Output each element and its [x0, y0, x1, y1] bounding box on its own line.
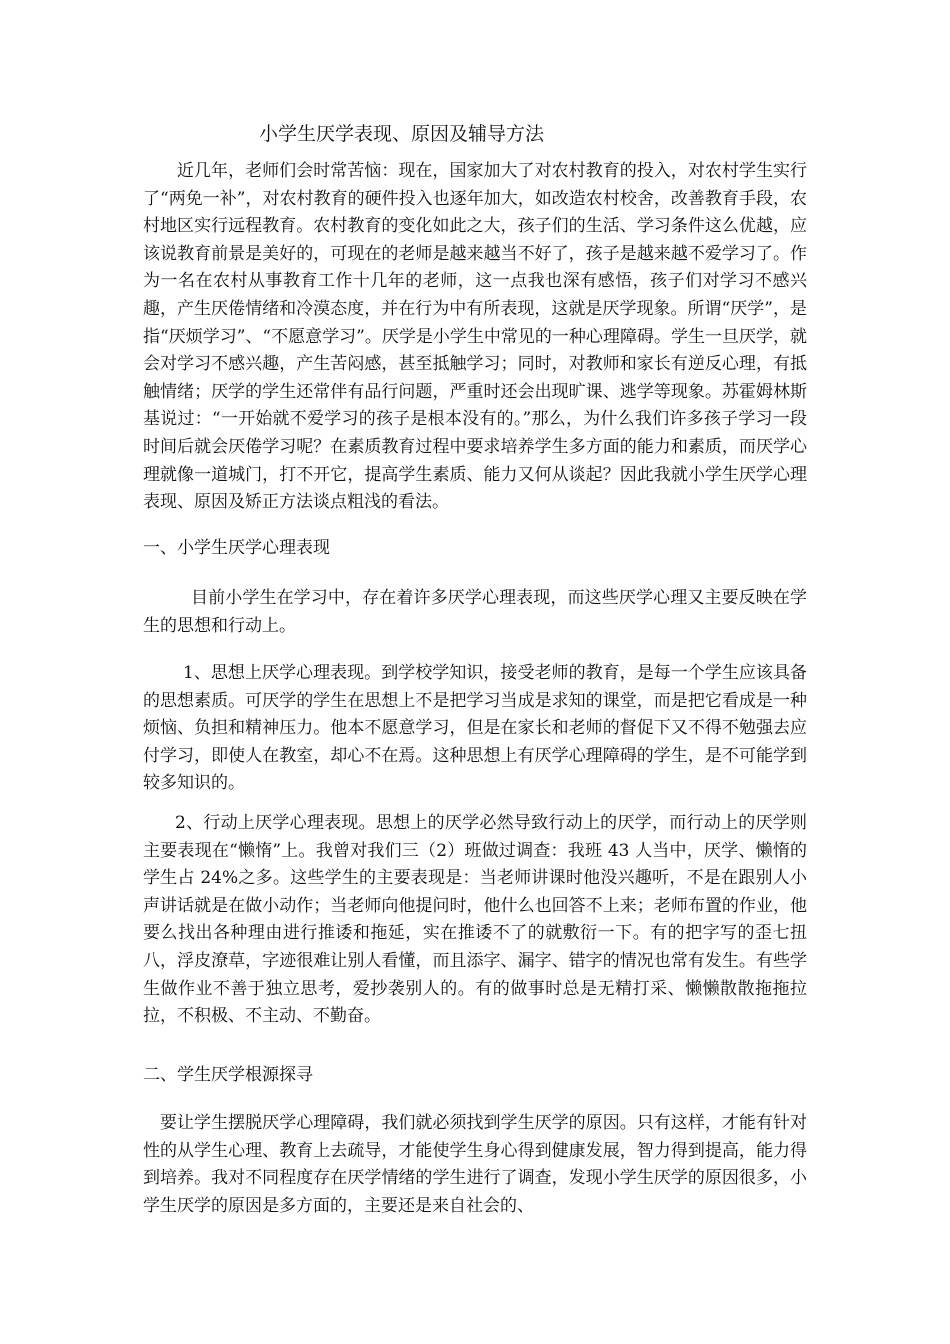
section-1-intro-paragraph: 目前小学生在学习中，存在着许多厌学心理表现，而这些厌学心理又主要反映在学生的思想和行动上。 — [143, 588, 807, 636]
document-title: 小学生厌学表现、原因及辅导方法 — [259, 123, 545, 145]
section-2-intro-paragraph: 要让学生摆脱厌学心理障碍，我们就必须找到学生厌学的原因。只有这样，才能有针对性的从学生心理、教育上去疏导，才能使学生身心得到健康发展，智力得到提高，能力得到培养。我对不同程度存在厌学情绪的学生进行了调查，发现小学生厌学的原因很多，小学生厌学的原因是多方面的，主要还是来自社会的、 — [143, 1113, 807, 1216]
section-1-point-1-paragraph: 1、思想上厌学心理表现。到学校学知识，接受老师的教育，是每一个学生应该具备的思想素质。可厌学的学生在思想上不是把学习当成是求知的课堂，而是把它看成是一种烦恼、负担和精神压力。他本不愿意学习，但是在家长和老师的督促下又不得不勉强去应付学习，即使人在教室，却心不在焉。这种思想上有厌学心理障碍的学生，是不可能学到较多知识的。 — [143, 663, 807, 794]
intro-paragraph: 近几年，老师们会时常苦恼：现在，国家加大了对农村教育的投入，对农村学生实行了“两免一补”，对农村教育的硬件投入也逐年加大，如改造农村校舍，改善教育手段，农村地区实行远程教育。农村教育的变化如此之大，孩子们的生活、学习条件这么优越，应该说教育前景是美好的，可现在的老师是越来越当不好了，孩子是越来越不爱学习了。作为一名在农村从事教育工作十几年的老师，这一点我也深有感悟，孩子们对学习不感兴趣，产生厌倦情绪和冷漠态度，并在行为中有所表现，这就是厌学现象。所谓“厌学”，是指“厌烦学习”、“不愿意学习”。厌学是小学生中常见的一种心理障碍。学生一旦厌学，就会对学习不感兴趣，产生苦闷感，甚至抵触学习；同时，对教师和家长有逆反心理，有抵触情绪；厌学的学生还常伴有品行问题，严重时还会出现旷课、逃学等现象。苏霍姆林斯基说过：“一开始就不爱学习的孩子是根本没有的。”那么，为什么我们许多孩子学习一段时间后就会厌倦学习呢？在素质教育过程中要求培养学生多方面的能力和素质，而厌学心理就像一道城门，打不开它，提高学生素质、能力又何从谈起？因此我就小学生厌学心理表现、原因及矫正方法谈点粗浅的看法。 — [143, 161, 807, 513]
section-1-heading: 一、小学生厌学心理表现 — [143, 538, 330, 558]
section-1-point-2-paragraph: 2、行动上厌学心理表现。思想上的厌学必然导致行动上的厌学，而行动上的厌学则主要表现在“懒惰”上。我曾对我们三（2）班做过调查：我班 43 人当中，厌学、懒惰的学生占 24%之多。这些学生的主要表现是：当老师讲课时他没兴趣听，不是在跟别人小声讲话就是在做小动作；当老师向他提问时，他什么也回答不上来；老师布置的作业，他要么找出各种理由进行推诿和拖延，实在推诿不了的就敷衍一下。有的把字写的歪七扭八，浮皮潦草，字迹很难让别人看懂，而且添字、漏字、错字的情况也常有发生。有些学生做作业不善于独立思考，爱抄袭别人的。有的做事时总是无精打采、懒懒散散拖拖拉拉，不积极、不主动、不勤奋。 — [143, 813, 807, 1027]
section-2-heading: 二、学生厌学根源探寻 — [143, 1065, 313, 1085]
